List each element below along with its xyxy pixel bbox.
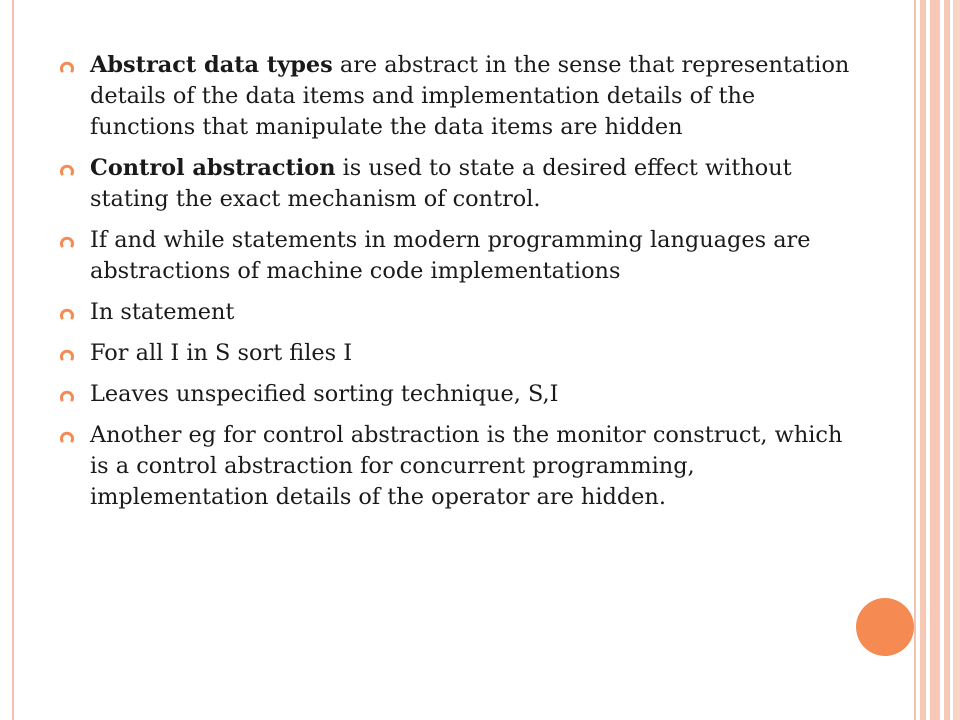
bullet-text: In statement [90,299,235,325]
bullet-bold-text: Abstract data types [90,52,333,78]
list-item [60,420,850,513]
bullet-text: Leaves unspecified sorting technique, S,I [90,381,559,407]
ring-bullet-icon [60,347,74,361]
list-item [60,338,850,369]
ring-bullet-icon [60,234,74,248]
side-stripe [920,0,926,720]
list-item [60,297,850,328]
bullet-bold-text: Control abstraction [90,155,336,181]
ring-bullet-icon [60,388,74,402]
list-item [60,153,850,215]
side-stripe [953,0,960,720]
list-item [60,379,850,410]
bullet-text: Another eg for control abstraction is the monitor construct, which is a control abstraction for concurrent programming, implementation details of the operator are hidden. [90,422,843,510]
side-stripe [930,0,940,720]
ring-bullet-icon [60,429,74,443]
list-item [60,225,850,287]
list-item [60,50,850,143]
bullet-text: If and while statements in modern programming languages are abstractions of machine code implementations [90,227,811,284]
bullet-text: For all I in S sort files I [90,340,353,366]
bullet-text: are abstract in the sense that representation details of the data items and implementation details of the functions that manipulate the data items are hidden [90,52,850,140]
bullet-text: is used to state a desired effect without stating the exact mechanism of control. [90,155,792,212]
ring-bullet-icon [60,59,74,73]
bullet-list [60,50,850,523]
ring-bullet-icon [60,162,74,176]
orange-circle-decoration [856,598,914,656]
side-stripe [944,0,950,720]
ring-bullet-icon [60,306,74,320]
